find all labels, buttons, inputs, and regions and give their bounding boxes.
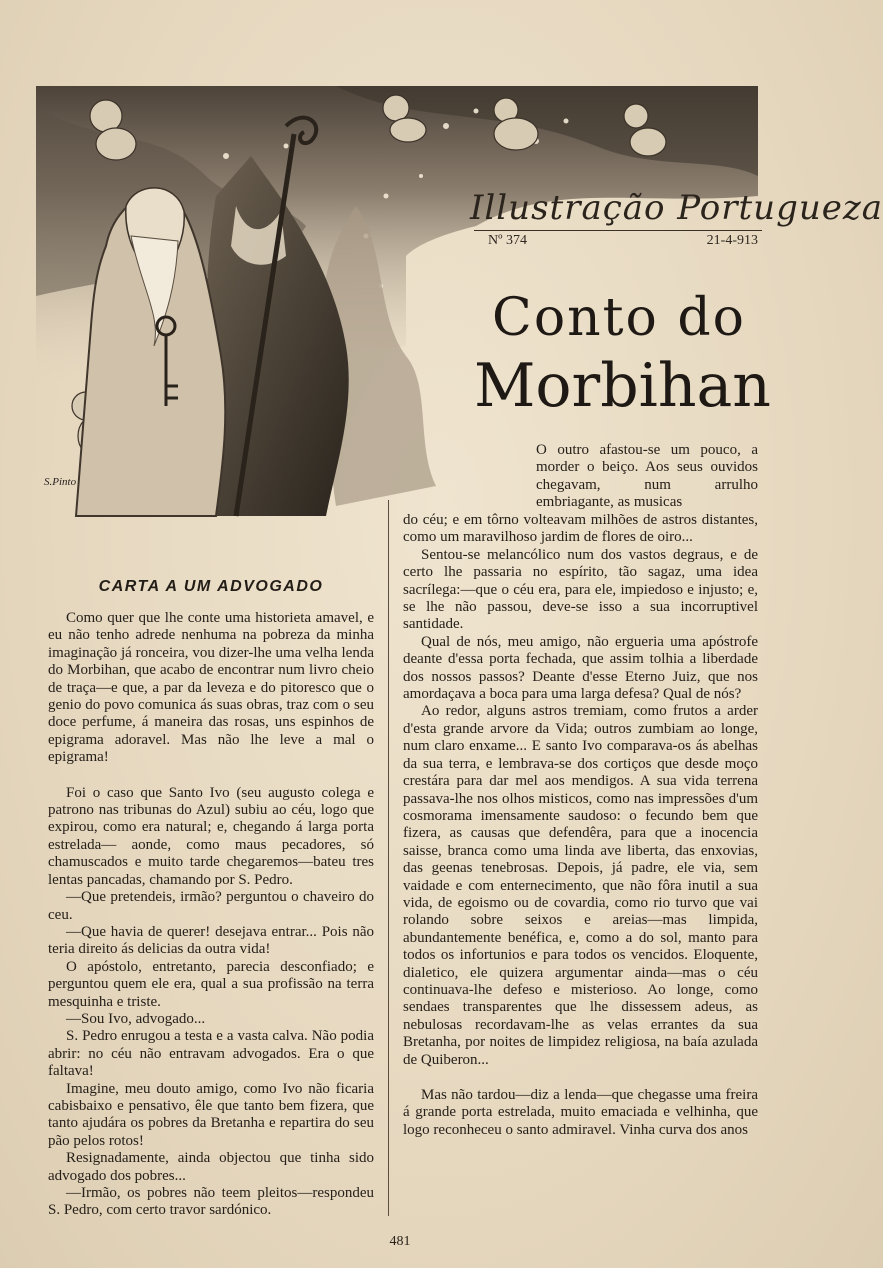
paragraph: —Irmão, os pobres não teem pleitos—respondeu S. Pedro, com certo travor sardónico. [48,1185,374,1219]
masthead-rule [474,230,762,231]
paragraph: Resignadamente, ainda objectou que tinha sido advogado dos pobres... [48,1150,374,1184]
right-column-top [536,442,758,512]
paragraph: O apóstolo, entretanto, parecia desconfiado; e perguntou quem ele era, qual a sua profissão na terra mesquinha e triste. [48,958,374,1010]
paragraph: Qual de nós, meu amigo, não ergueria uma apóstrofe deante d'essa porta fechada, que assim tolhia a liberdade dos nossos passos? Deante d'esse Eterno Juiz, que nos amordaçava a boca para uma larga defesa? Qual de nós? [403,633,758,703]
paragraph: Como quer que lhe conte uma historieta amavel, e eu não tenho adrede nenhuma na pobreza da minha imaginação já ronceira, vou dizer-lhe uma velha lenda do Morbihan, que acabo de encontrar num livro cheio de traça—e que, a par da leveza e do pitoresco que o genio do povo comunica ás suas obras, traz com o seu doce perfume, á maneira das rosas, uns espinhos de epigrama adoravel. Mas não lhe leve a mal o epigrama! [48,610,374,766]
masthead-meta [488,233,758,249]
story-title [474,286,771,422]
paragraph: O outro afastou-se um pouco, a morder o beiço. Aos seus ouvidos chegavam, num arrulho embriagante, as musicas [536,442,758,511]
issue-number: Nº 374 [488,233,527,248]
title-line-1: Conto do [492,288,746,348]
paragraph: Mas não tardou—diz a lenda—que chegasse uma freira á grande porta estrelada, muito emaciada e velhinha, que logo reconheceu o santo admiravel. Vinha curva dos anos [403,1087,758,1138]
paragraph: Foi o caso que Santo Ivo (seu augusto colega e patrono nas tribunas do Azul) subiu ao céu, logo que expirou, como era natural; e, chegando á larga porta estrelada— aonde, como maus pecadores, só chamuscados e muito tarde chegaremos—bateu tres lentas pancadas, chamando por S. Pedro. [48,784,374,888]
paragraph: S. Pedro enrugou a testa e a vasta calva. Não podia abrir: no céu não entravam advogados. Era o que faltava! [48,1028,374,1080]
page-number: 481 [389,1234,411,1249]
paragraph: Sentou-se melancólico num dos vastos degraus, e de certo lhe passaria no espírito, tão sagaz, uma idea sacrílega:—que o céu era, para ele, impiedoso e injusto; e, se lhe não passou, deve-se isso a sua incorruptivel santidade. [403,546,758,633]
paragraph: —Que havia de querer! desejava entrar... Pois não teria direito ás delicias da outra vida! [48,923,374,958]
artist-signature: S.Pinto [44,476,77,488]
paragraph: —Que pretendeis, irmão? perguntou o chaveiro do ceu. [48,889,374,923]
right-column [403,512,758,1139]
section-heading: CARTA A UM ADVOGADO [98,578,324,595]
paragraph: —Sou Ivo, advogado... [66,1010,206,1027]
left-column [48,610,374,1220]
paragraph: Ao redor, alguns astros tremiam, como frutos a arder d'esta grande arvore da Vida; outros zumbiam ao longe, num claro enxame... E santo Ivo comparava-os ás abelhas da sua terra, e lembrava-se dos cortiços que desde moço crestára para dar mel aos mendigos. A sua vida terrena passava-lhe nos olhos misticos, como nas impressões d'um cosmorama imensamente saudoso: o fecundo bem que fizera, as causas que defendêra, para que a inocencia saisse, branca como uma linda ave liberta, das enxovias, das geenas tenebrosas. Depois, já padre, ele via, sem vaidade e com enternecimento, que não fôra inutil a sua vida, de egoismo ou de covardia, como rio turvo que vai rolando sobre seixos e areias—mas limpida, abundantemente benéfica, e, como a do sol, manto para todos os infortunios e para todos os vencidos. Eloquente, dialetico, ele quizera argumentar ainda—mas o céu continuava-lhe defeso e misterioso. Ao longe, como sendaes transparentes que lhe dissessem adeus, as nebulosas recordavam-lhe as velas errantes da sua Bretanha, por noites de limpidez religiosa, na baía azulada de Quiberon... [403,703,758,1068]
masthead [470,188,883,249]
column-rule [388,500,389,1216]
paragraph: do céu; e em tôrno volteavam milhões de astros distantes, como um maravilhoso jardim de flores de oiro... [403,512,758,546]
issue-date: 21-4-913 [706,233,758,248]
title-line-2: Morbihan [474,351,771,421]
paragraph: Imagine, meu douto amigo, como Ivo não ficaria cabisbaixo e pensativo, êle que tanto bem fizera, que tanto ajudára os pobres da Bretanha e repartira do seu pão pelos rotos! [48,1080,374,1149]
magazine-logo: Illustração Portugueza [470,188,883,228]
